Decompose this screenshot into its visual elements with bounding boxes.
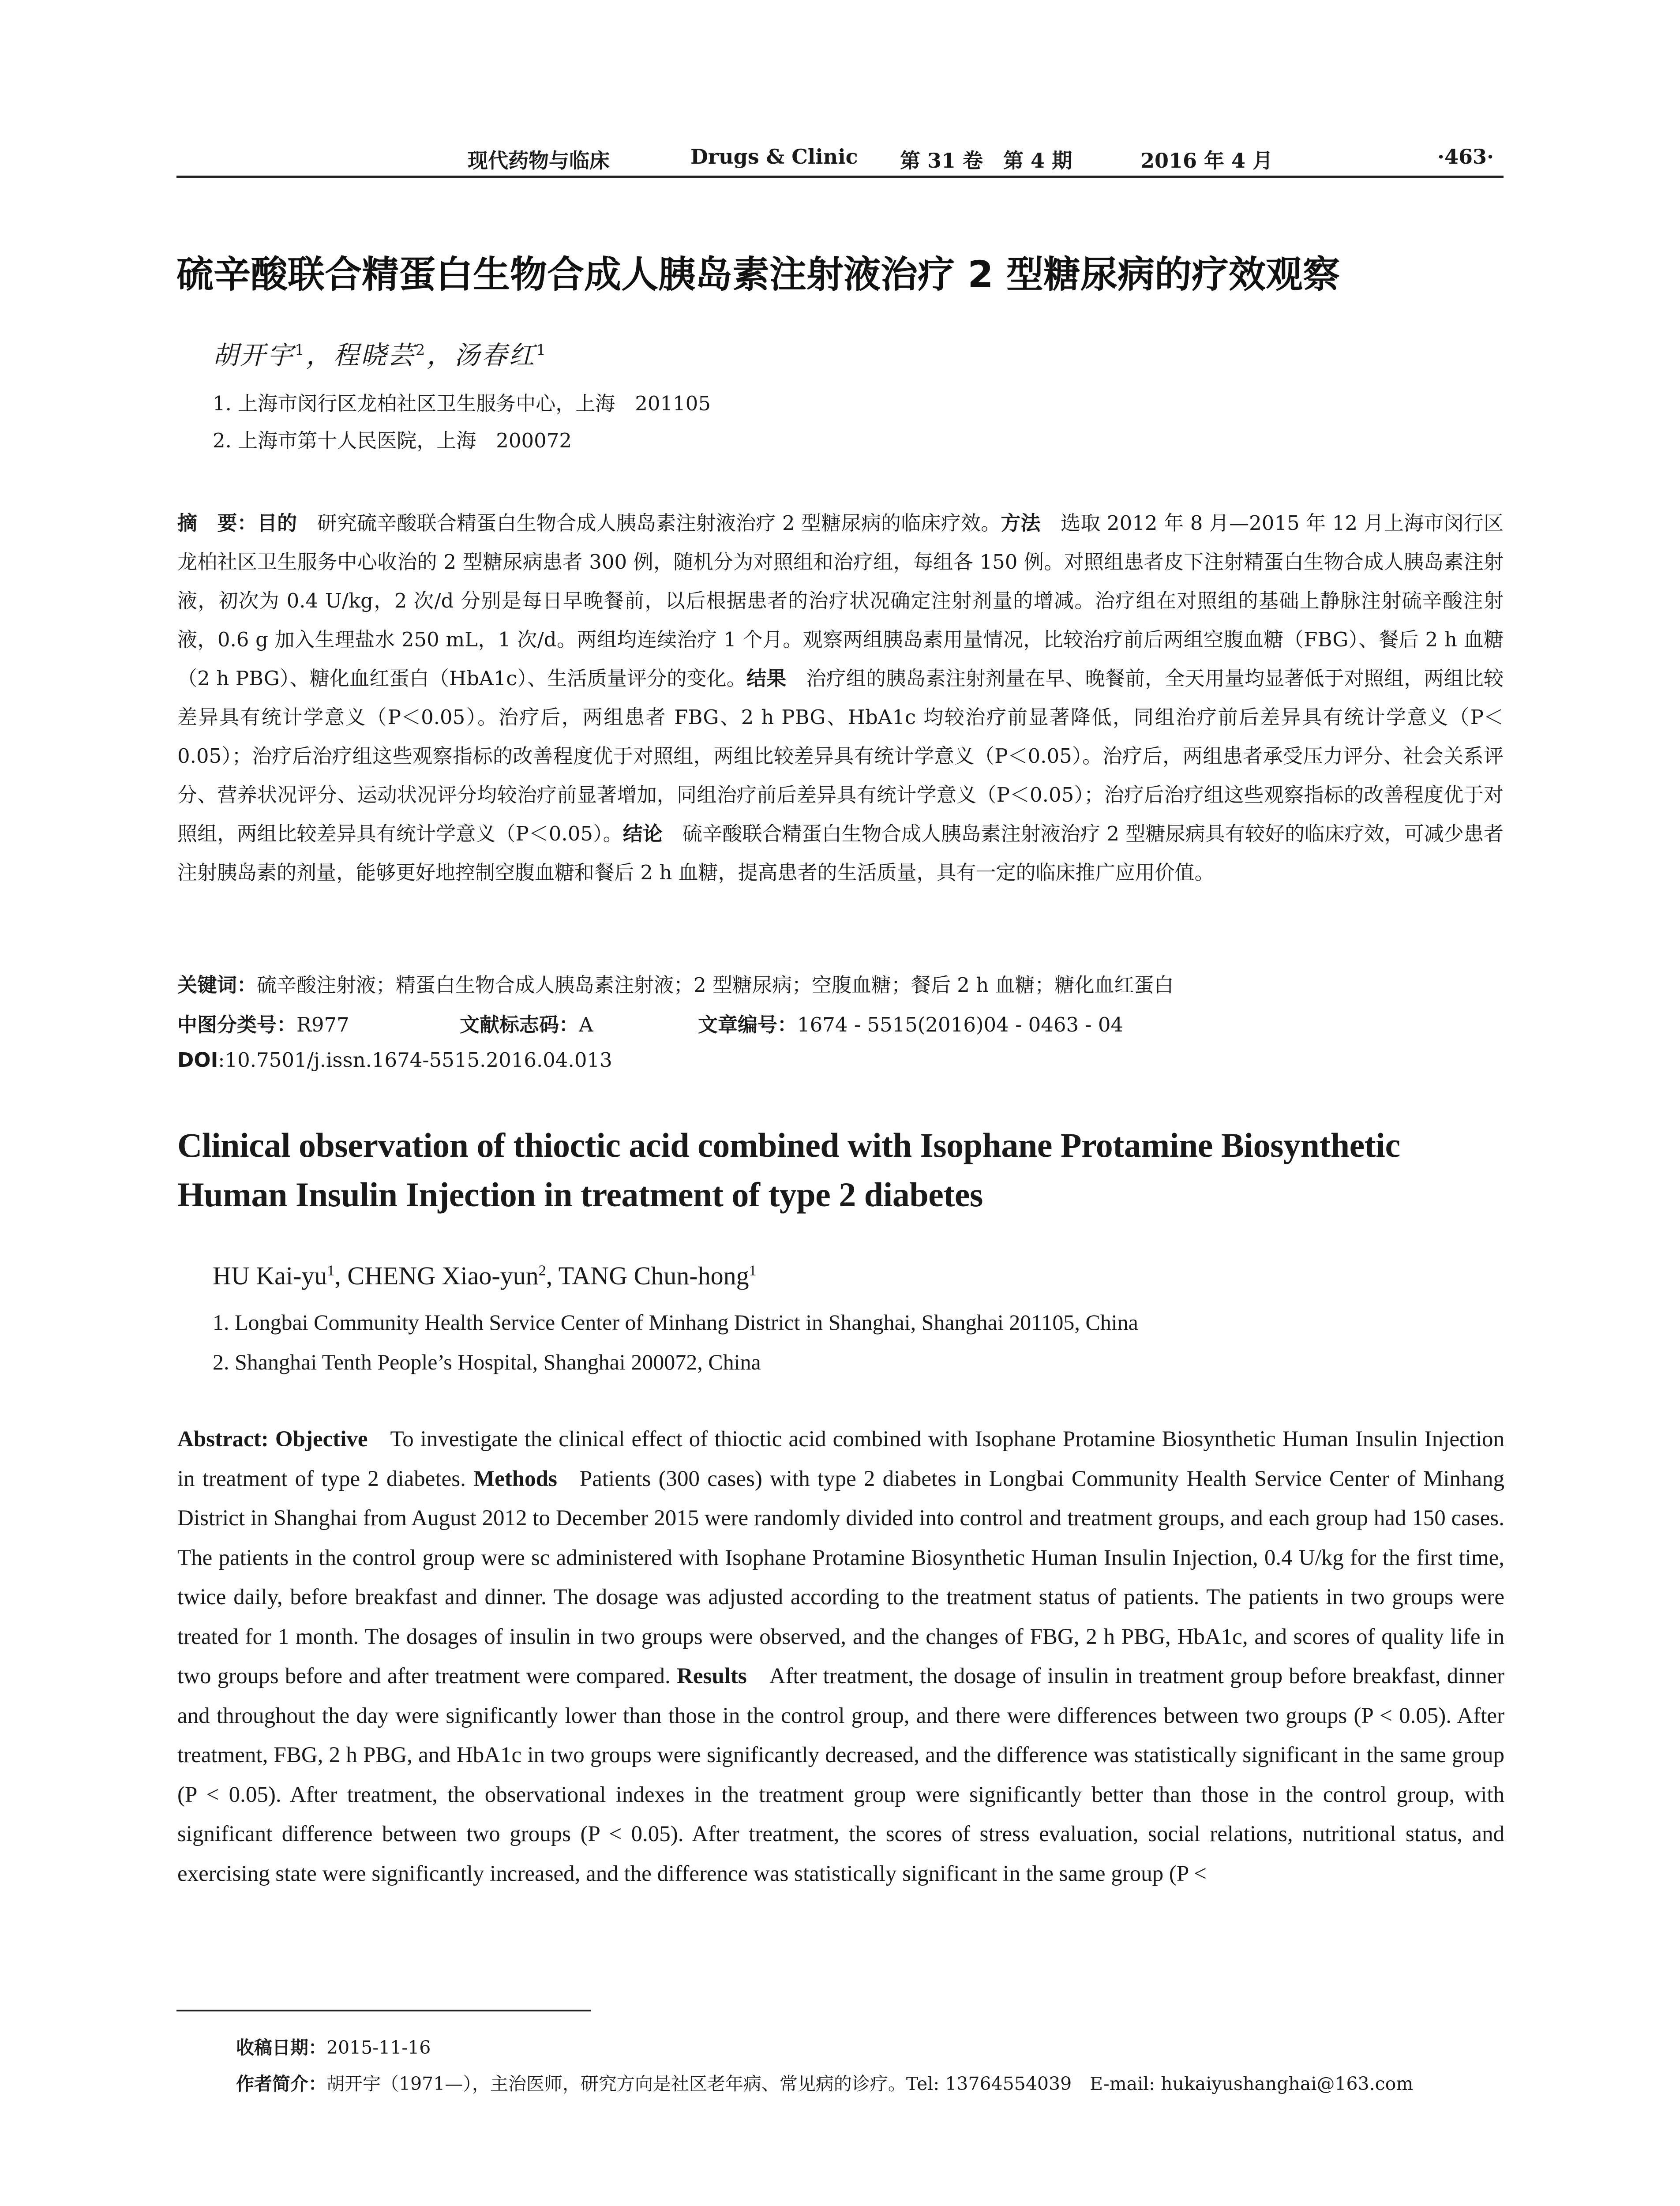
cn-keywords [177, 969, 1504, 998]
cn-keywords-text: 硫辛酸注射液；精蛋白生物合成人胰岛素注射液；2 型糖尿病；空腹血糖；餐后 2 h 血糖；糖化血红蛋白 [257, 973, 1174, 997]
cn-results-text: 治疗组的胰岛素注射剂量在早、晚餐前，全天用量均显著低于对照组，两组比较差异具有统计学意义（P＜0.05）。治疗后，两组患者 FBG、2 h PBG、HbA1c 均较治疗前显著降低，同组治疗前后差异具有统计学意义（P＜0.05）；治疗后治疗组这些观察指标的改善程度优于对照组，两组比较差异具有统计学意义（P＜0.05）。治疗后，两组患者承受压力评分、社会关系评分、营养状况评分、运动状况评分均较治疗前显著增加，同组治疗前后差异具有统计学意义（P＜0.05）；治疗后治疗组这些观察指标的改善程度优于对照组，两组比较差异具有统计学意义（P＜0.05）。 [177, 667, 1504, 845]
clc-label: 中图分类号： [177, 1013, 297, 1036]
cn-conclusion-label: 结论 [622, 822, 663, 845]
journal-name-en: Drugs & Clinic [690, 145, 858, 169]
doi-value: :10.7501/j.issn.1674-5515.2016.04.013 [218, 1048, 612, 1072]
cn-author-name: 程晓芸 [333, 340, 416, 370]
en-affiliation: 1. Longbai Community Health Service Center of Minhang District in Shanghai, Shanghai 201105, China [213, 1310, 1138, 1335]
cn-conclusion-text: 硫辛酸联合精蛋白生物合成人胰岛素注射液治疗 2 型糖尿病具有较好的临床疗效，可减少患者注射胰岛素的剂量，能够更好地控制空腹血糖和餐后 2 h 血糖，提高患者的生活质量，具有一定的临床推广应用价值。 [177, 822, 1504, 884]
en-abstract-label: Abstract: [177, 1427, 269, 1452]
clc-field [177, 1009, 349, 1037]
en-author-list [213, 1261, 757, 1291]
en-methods-text: Patients (300 cases) with type 2 diabetes in Longbai Community Health Service Center of Minhang District in Shanghai from August 2012 to December 2015 were randomly divided into control and treatment groups, and each group had 150 cases. The patients in the control group were sc administered with Isophane Protamine Biosynthetic Human Insulin Injection, 0.4 U/kg for the first time, twice daily, before breakfast and dinner. The dosage was adjusted according to the treatment status of patients. The patients in two groups were treated for 1 month. The dosages of insulin in two groups were observed, and the changes of FBG, 2 h PBG, HbA1c, and scores of quality life in two groups before and after treatment were compared. [177, 1466, 1505, 1688]
cn-author-affil-mark: 2 [415, 341, 427, 359]
document-code-label: 文献标志码： [460, 1013, 579, 1036]
cn-objective-label: 目的 [257, 511, 297, 535]
en-author-separator: , [546, 1261, 559, 1290]
cn-author-affil-mark: 1 [536, 341, 548, 359]
en-title: Clinical observation of thioctic acid combined with Isophane Protamine Biosynthetic Human Insulin Injection in treatment of type 2 diabetes [177, 1126, 1400, 1214]
cn-abstract-label: 摘 要： [177, 511, 257, 535]
issue-date: 2016 年 4 月 [1140, 149, 1273, 173]
cn-methods-label: 方法 [1001, 511, 1041, 535]
cn-title: 硫辛酸联合精蛋白生物合成人胰岛素注射液治疗 2 型糖尿病的疗效观察 [176, 253, 1340, 296]
en-objective-text: To investigate the clinical effect of thioctic acid combined with Isophane Protamine Biosynthetic Human Insulin Injection in treatment of type 2 diabetes. [177, 1427, 1505, 1491]
en-methods-label: Methods [473, 1466, 557, 1491]
cn-keywords-label: 关键词： [177, 973, 257, 997]
article-number-value: 1674 - 5515(2016)04 - 0463 - 04 [797, 1013, 1124, 1036]
cn-author-list: 胡开宇$^1$，程晓芸$^2$，汤春红$^1$ [213, 340, 548, 370]
author-bio-label: 作者简介： [236, 2073, 326, 2094]
document-code-field [460, 1009, 593, 1037]
article-number-field [698, 1009, 1123, 1037]
clc-value: R977 [296, 1013, 349, 1036]
cn-affiliation: 2. 上海市第十人民医院，上海 200072 [213, 429, 572, 452]
en-objective-label: Objective [275, 1427, 368, 1452]
en-author-affil-mark: 2 [538, 1262, 546, 1279]
header-rule [176, 176, 1504, 178]
article-number-label: 文章编号： [698, 1013, 798, 1036]
en-results-label: Results [677, 1664, 747, 1688]
journal-name-cn: 现代药物与临床 [468, 149, 610, 173]
en-author-name: CHENG Xiao-yun [347, 1261, 539, 1290]
cn-author-name: 胡开宇 [213, 340, 295, 370]
cn-results-label: 结果 [746, 667, 787, 690]
en-author-separator: , [334, 1261, 348, 1290]
en-author-affil-mark: 1 [327, 1262, 335, 1279]
document-code-value: A [579, 1013, 593, 1036]
cn-objective-text: 研究硫辛酸联合精蛋白生物合成人胰岛素注射液治疗 2 型糖尿病的临床疗效。 [297, 511, 1001, 535]
cn-methods-text: 选取 2012 年 8 月—2015 年 12 月上海市闵行区龙柏社区卫生服务中心收治的 2 型糖尿病患者 300 例，随机分为对照组和治疗组，每组各 150 例。对照组患者皮下注射精蛋白生物合成人胰岛素注射液，初次为 0.4 U/kg，2 次/d 分别是每日早晚餐前，以后根据患者的治疗状况确定注射剂量的增减。治疗组在对照组的基础上静脉注射硫辛酸注射液，0.6 g 加入生理盐水 250 mL，1 次/d。两组均连续治疗 1 个月。观察两组胰岛素用量情况，比较治疗前后两组空腹血糖（FBG）、餐后 2 h 血糖（2 h PBG）、糖化血红蛋白（HbA1c）、生活质量评分的变化。 [177, 511, 1504, 690]
author-bio [236, 2069, 1413, 2095]
en-author-name: TANG Chun-hong [558, 1261, 749, 1290]
en-abstract [177, 1420, 1504, 1894]
received-label: 收稿日期： [236, 2037, 326, 2058]
cn-abstract [177, 504, 1504, 892]
en-results-text: After treatment, the dosage of insulin in treatment group before breakfast, dinner and throughout the day were significantly lower than those in the control group, and there were differences between two groups (P < 0.05). After treatment, FBG, 2 h PBG, and HbA1c in two groups were significantly decreased, and the difference was statistically significant in the same group (P < 0.05). After treatment, the observational indexes in the treatment group were significantly better than those in the control group, with significant difference between two groups (P < 0.05). After treatment, the scores of stress evaluation, social relations, nutritional status, and exercising state were significantly increased, and the difference was statistically significant in the same group (P < [177, 1664, 1504, 1886]
footnote-rule [176, 2010, 591, 2011]
en-author-affil-mark: 1 [749, 1262, 757, 1279]
cn-affiliation: 1. 上海市闵行区龙柏社区卫生服务中心，上海 201105 [213, 392, 711, 415]
volume-issue: 第 31 卷 第 4 期 [900, 149, 1072, 173]
en-author-name: HU Kai-yu [213, 1261, 327, 1290]
received-date [236, 2033, 431, 2059]
received-value: 2015-11-16 [326, 2037, 431, 2058]
en-affiliation: 2. Shanghai Tenth People’s Hospital, Shanghai 200072, China [213, 1350, 761, 1374]
page-number: ·463· [1437, 145, 1494, 169]
cn-author-affil-mark: 1 [295, 341, 306, 359]
cn-author-name: 汤春红 [454, 340, 536, 370]
running-header [176, 140, 1504, 176]
doi-label: DOI [177, 1048, 218, 1072]
doi-line [177, 1048, 1504, 1072]
author-bio-text: 胡开宇（1971—），主治医师，研究方向是社区老年病、常见病的诊疗。Tel: 13764554039 E-mail: hukaiyushanghai@163.com [326, 2073, 1414, 2094]
